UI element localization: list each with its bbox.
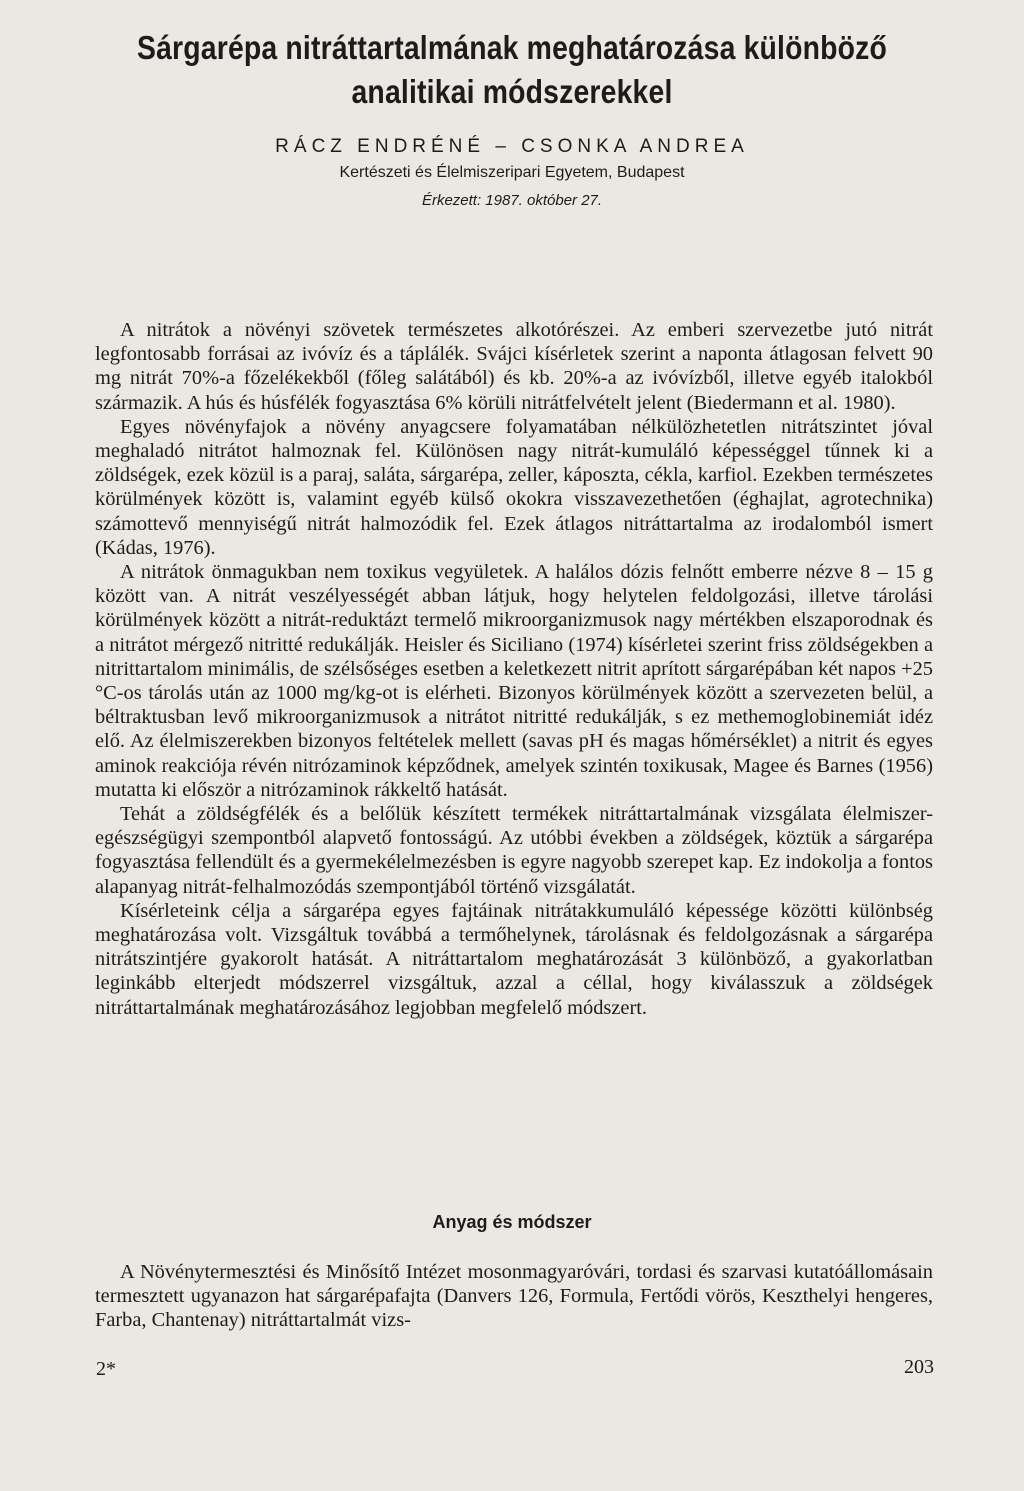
affiliation: Kertészeti és Élelmiszeripari Egyetem, Budapest bbox=[339, 164, 685, 181]
paragraph-1: A nitrátok a növényi szövetek természetes alkotórészei. Az emberi szervezetbe jutó nitrát legfontosabb forrásai az ivóvíz és a táplálék. Svájci kísérletek szerint a naponta átlagosan felvett 90 mg nitrát 70%-a főzelékekből (főleg salátából) és kb. 20%-a az ivóvízből, illetve egyéb italokból származik. A hús és húsfélék fogyasztása 6% körüli nitrátfelvételt jelent (Biedermann et al. 1980). bbox=[95, 319, 933, 414]
paragraph-4: Tehát a zöldségfélék és a belőlük készített termékek nitráttartalmának vizsgálata élelmiszer-egészségügyi szempontból alapvető fontosságú. Az utóbbi években a zöldségek, köztük a sárgarépa fogyasztása fellendült és a gyermekélelmezésben is egyre nagyobb szerepet kap. Ez indokolja a fontos alapanyag nitrát-felhalmozódás szempontjából történő vizsgálatát. bbox=[95, 803, 933, 898]
section-heading: Anyag és módszer bbox=[432, 1212, 592, 1232]
section-paragraph: A Növénytermesztési és Minősítő Intézet mosonmagyaróvári, tordasi és szarvasi kutatóállomásain termesztett ugyanazon hat sárgarépafajta (Danvers 126, Formula, Fertődi vörös, Keszthelyi hengeres, Farba, Chantenay) nitráttartalmát vizs- bbox=[95, 1261, 933, 1332]
article-title: Sárgarépa nitráttartalmának meghatározása különböző analitikai módszerekkel bbox=[136, 29, 888, 110]
paragraph-2: Egyes növényfajok a növény anyagcsere folyamatában nélkülözhetetlen nitrátszintet jóval meghaladó nitrátot halmoznak fel. Különösen nagy nitrát-kumuláló képességgel tűnnek ki a zöldségek, ezek közül is a paraj, saláta, sárgarépa, zeller, káposzta, cékla, karfiol. Ezekben természetes körülmények között is, valamint egyéb külső okokra visszavezethetően (éghajlat, agrotechnika) számottevő mennyiségű nitrát halmozódik fel. Ezek átlagos nitráttartalma az irodalomból ismert (Kádas, 1976). bbox=[95, 415, 933, 559]
authors: RÁCZ ENDRÉNÉ – CSONKA ANDREA bbox=[275, 136, 749, 157]
section-body bbox=[95, 1260, 933, 1333]
paragraph-5: Kísérleteink célja a sárgarépa egyes fajtáinak nitrátakkumuláló képessége közötti különbség meghatározása volt. Vizsgáltuk továbbá a termőhelynek, tárolásnak és feldolgozásnak a sárgarépa nitrátszintjére gyakorolt hatását. A nitráttartalom meghatározását 3 különböző, a gyakorlatban leginkább elterjedt módszerrel vizsgáltuk, azzal a céllal, hogy kiválasszuk a zöldségek nitráttartalmának meghatározásához legjobban megfelelő módszert. bbox=[95, 899, 933, 1019]
paragraph-3: A nitrátok önmagukban nem toxikus vegyületek. A halálos dózis felnőtt emberre nézve 8 – 15 g között van. A nitrát veszélyességét abban látjuk, hogy helytelen feldolgozási, illetve tárolási körülmények között a nitrát-reduktázt termelő mikroorganizmusok nagy mértékben elszaporodnak és a nitrátot mérgező nitritté redukálják. Heisler és Siciliano (1974) kísérletei szerint friss zöldségekben a nitrittartalom minimális, de szélsőséges esetben a keletkezett nitrit aprított sárgarépában két napos +25 °C-os tárolás után az 1000 mg/kg-ot is elérheti. Bizonyos körülmények között a szervezeten belül, a béltraktusban levő mikroorganizmusok a nitrátot nitritté redukálják, s ez methemoglobinemiát idéz elő. Az élelmiszerekben bizonyos feltételek mellett (savas pH és magas hőmérséklet) a nitrit és egyes aminok reakciója révén nitrózaminok képződnek, amelyek szintén toxikusak, Magee és Barnes (1956) mutatta ki először a nitrózaminok rákkeltő hatását. bbox=[95, 561, 933, 801]
page-number: 203 bbox=[904, 1356, 934, 1378]
received-date: Érkezett: 1987. október 27. bbox=[421, 192, 603, 209]
signature-mark: 2* bbox=[96, 1358, 116, 1380]
article-body bbox=[95, 318, 933, 1020]
